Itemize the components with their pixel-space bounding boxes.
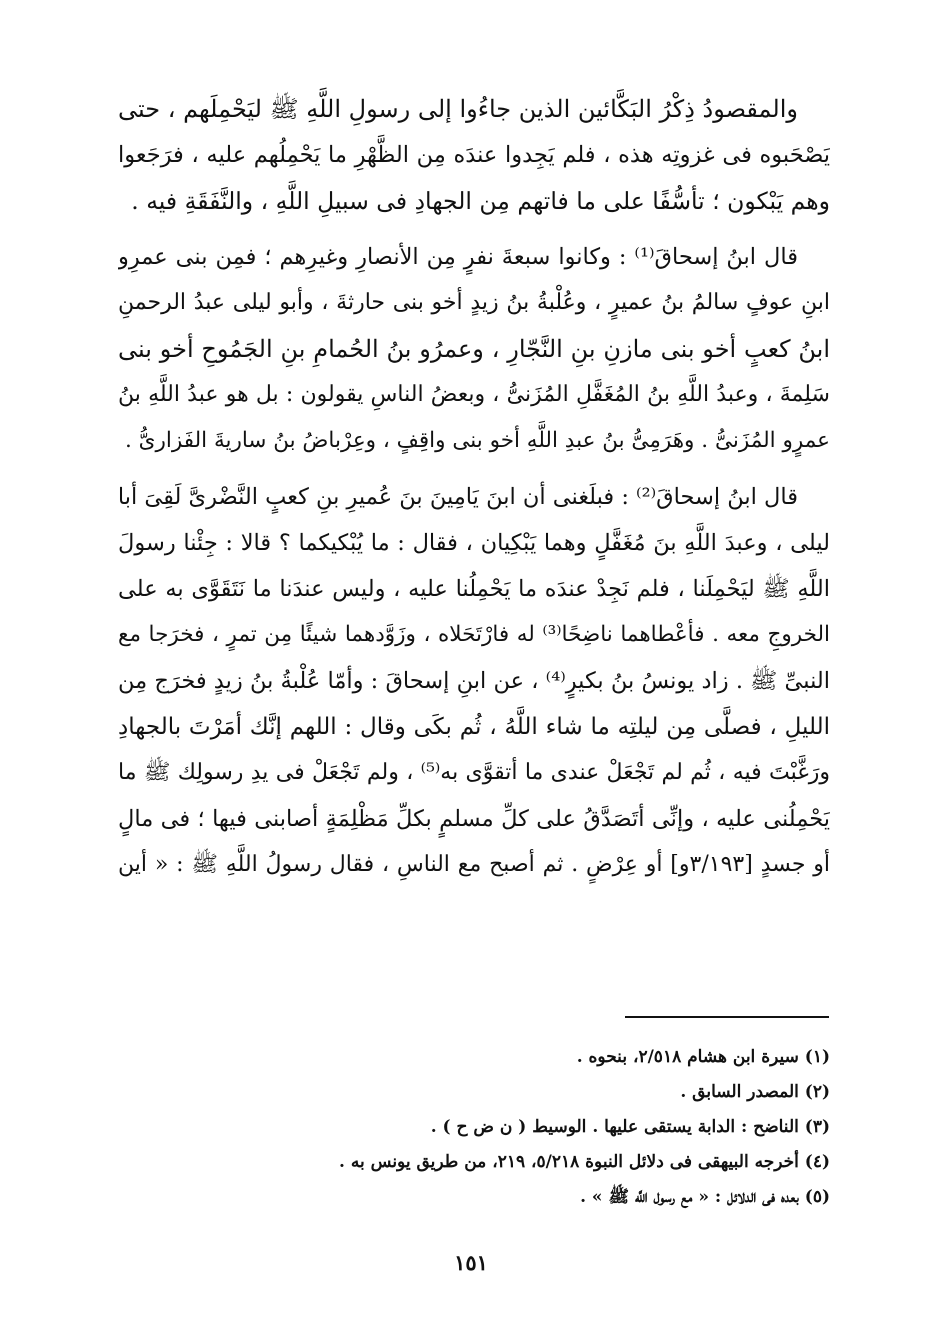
footnotes [118, 1040, 830, 1215]
text-line: الليلِ ، فصلَّى مِن ليلتِه ما شاء اللَّهُ ، ثُم بكَى وقال : اللهم إنَّك أمَرْتَ بالجهادِ [118, 714, 830, 740]
paragraph-1 [118, 86, 830, 224]
footnote-item: (٥) بعده فى الدلائل : « مع رسول اللَّه ﷺ » . [580, 1187, 830, 1207]
text-line: يَصْحَبوه فى غزوتِه هذه ، فلم يَجِدوا عندَه مِن الظَّهْرِ ما يَحْمِلُهم عليه ، فرَجَعوا [118, 142, 830, 168]
page-number: ١٥١ [454, 1250, 488, 1275]
paragraph-3 [118, 474, 830, 888]
text-line: أو جسدٍ [٣/١٩٣و] أو عِرْضٍ . ثم أصبح مع الناسِ ، فقال رسولُ اللَّهِ ﷺ : « أين [118, 852, 830, 877]
text-line: ورَغَّبْتَ فيه ، ثُم لم تَجْعَلْ عندى ما أتقوَّى به⁽⁵⁾ ، ولم تَجْعَلْ فى يدِ رسولِك ﷺ ما [118, 760, 830, 785]
footnote-separator [625, 1016, 829, 1018]
text-line: اللَّهِ ﷺ ليَحْمِلَنا ، فلم نَجِدْ عندَه ما يَحْمِلُنا عليه ، وليس عندَنا ما نَتَقَوَّى به على [118, 576, 830, 602]
text-line: سَلِمةَ ، وعبدُ اللَّهِ بنُ المُغَفَّلِ المُزَنىُّ ، وبعضُ الناسِ يقولون : بل هو عبدُ اللَّهِ بنُ [118, 382, 830, 407]
footnote-item: (٣) الناضح : الدابة يستقى عليها . الوسيط ( ن ض ح ) . [430, 1117, 830, 1137]
text-line: عمرٍو المُزَنىُّ . وهَرَمِىُّ بنُ عبدِ اللَّهِ أخو بنى واقِفٍ ، وعِرْباضُ بنُ ساريةَ الفَزارىُّ . [125, 428, 830, 453]
footnote-item: (٤) أخرجه البيهقى فى دلائل النبوة ٥/٢١٨، ٢١٩، من طريق يونس به . [339, 1152, 830, 1172]
text-line: والمقصودُ ذِكْرُ البَكَّائين الذين جاءُوا إلى رسولِ اللَّهِ ﷺ ليَحْمِلَهم ، حتى [118, 95, 798, 123]
text-line: الخروجِ معه . فأعْطاهما ناضِحًا⁽³⁾ له فارْتَحَلاه ، وزَوَّدهما شيئًا مِن تمرٍ ، فخرَجا مع [118, 622, 830, 647]
text-line: قال ابنُ إسحاقَ⁽²⁾ : فبلَغنى أن ابنَ يَامِينَ بنَ عُميرِ بنِ كعبٍ النَّضْرىَّ لَقِىَ أبا [118, 484, 798, 510]
text-line: قال ابنُ إسحاقَ⁽¹⁾ : وكانوا سبعةَ نفرٍ مِن الأنصارِ وغيرِهم ؛ فمِن بنى عمرِو [118, 244, 798, 270]
footnote-item: (١) سيرة ابن هشام ٢/٥١٨، بنحوه . [576, 1047, 830, 1067]
text-line: ابنُ كعبٍ أخو بنى مازنِ بنِ النَّجّارِ ، وعمرُو بنُ الحُمامِ بنِ الجَمُوحِ أخو بنى [118, 335, 830, 363]
main-text [118, 86, 830, 888]
text-line: وهم يَبْكون ؛ تأسُّفًا على ما فاتهم مِن الجهادِ فى سبيلِ اللَّهِ ، والنَّفَقَةِ فيه . [131, 187, 830, 215]
paragraph-2 [118, 234, 830, 464]
text-line: ليلى ، وعبدَ اللَّهِ بنَ مُغَفَّلٍ وهما يَبْكِيان ، فقال : ما يُبْكيكما ؟ قالا : جِئْنا رسولَ [118, 530, 830, 556]
text-line: النبىِّ ﷺ . زاد يونسُ بنُ بكيرٍ⁽⁴⁾ ، عن ابنِ إسحاقَ : وأمّا عُلْبةُ بنُ زيدٍ فخرَج مِن [118, 668, 830, 694]
text-line: ابنِ عوفٍ سالمُ بنُ عميرٍ ، وعُلْبةُ بنُ زيدٍ أخو بنى حارثةَ ، وأبو ليلى عبدُ الرحمنِ [118, 290, 830, 315]
footnote-item: (٢) المصدر السابق . [680, 1082, 830, 1102]
text-line: يَحْمِلُنى عليه ، وإنِّى أتَصَدَّقُ على كلِّ مسلمٍ بكلِّ مَظْلِمَةٍ أصابنى فيها ؛ فى مالٍ [118, 806, 830, 832]
